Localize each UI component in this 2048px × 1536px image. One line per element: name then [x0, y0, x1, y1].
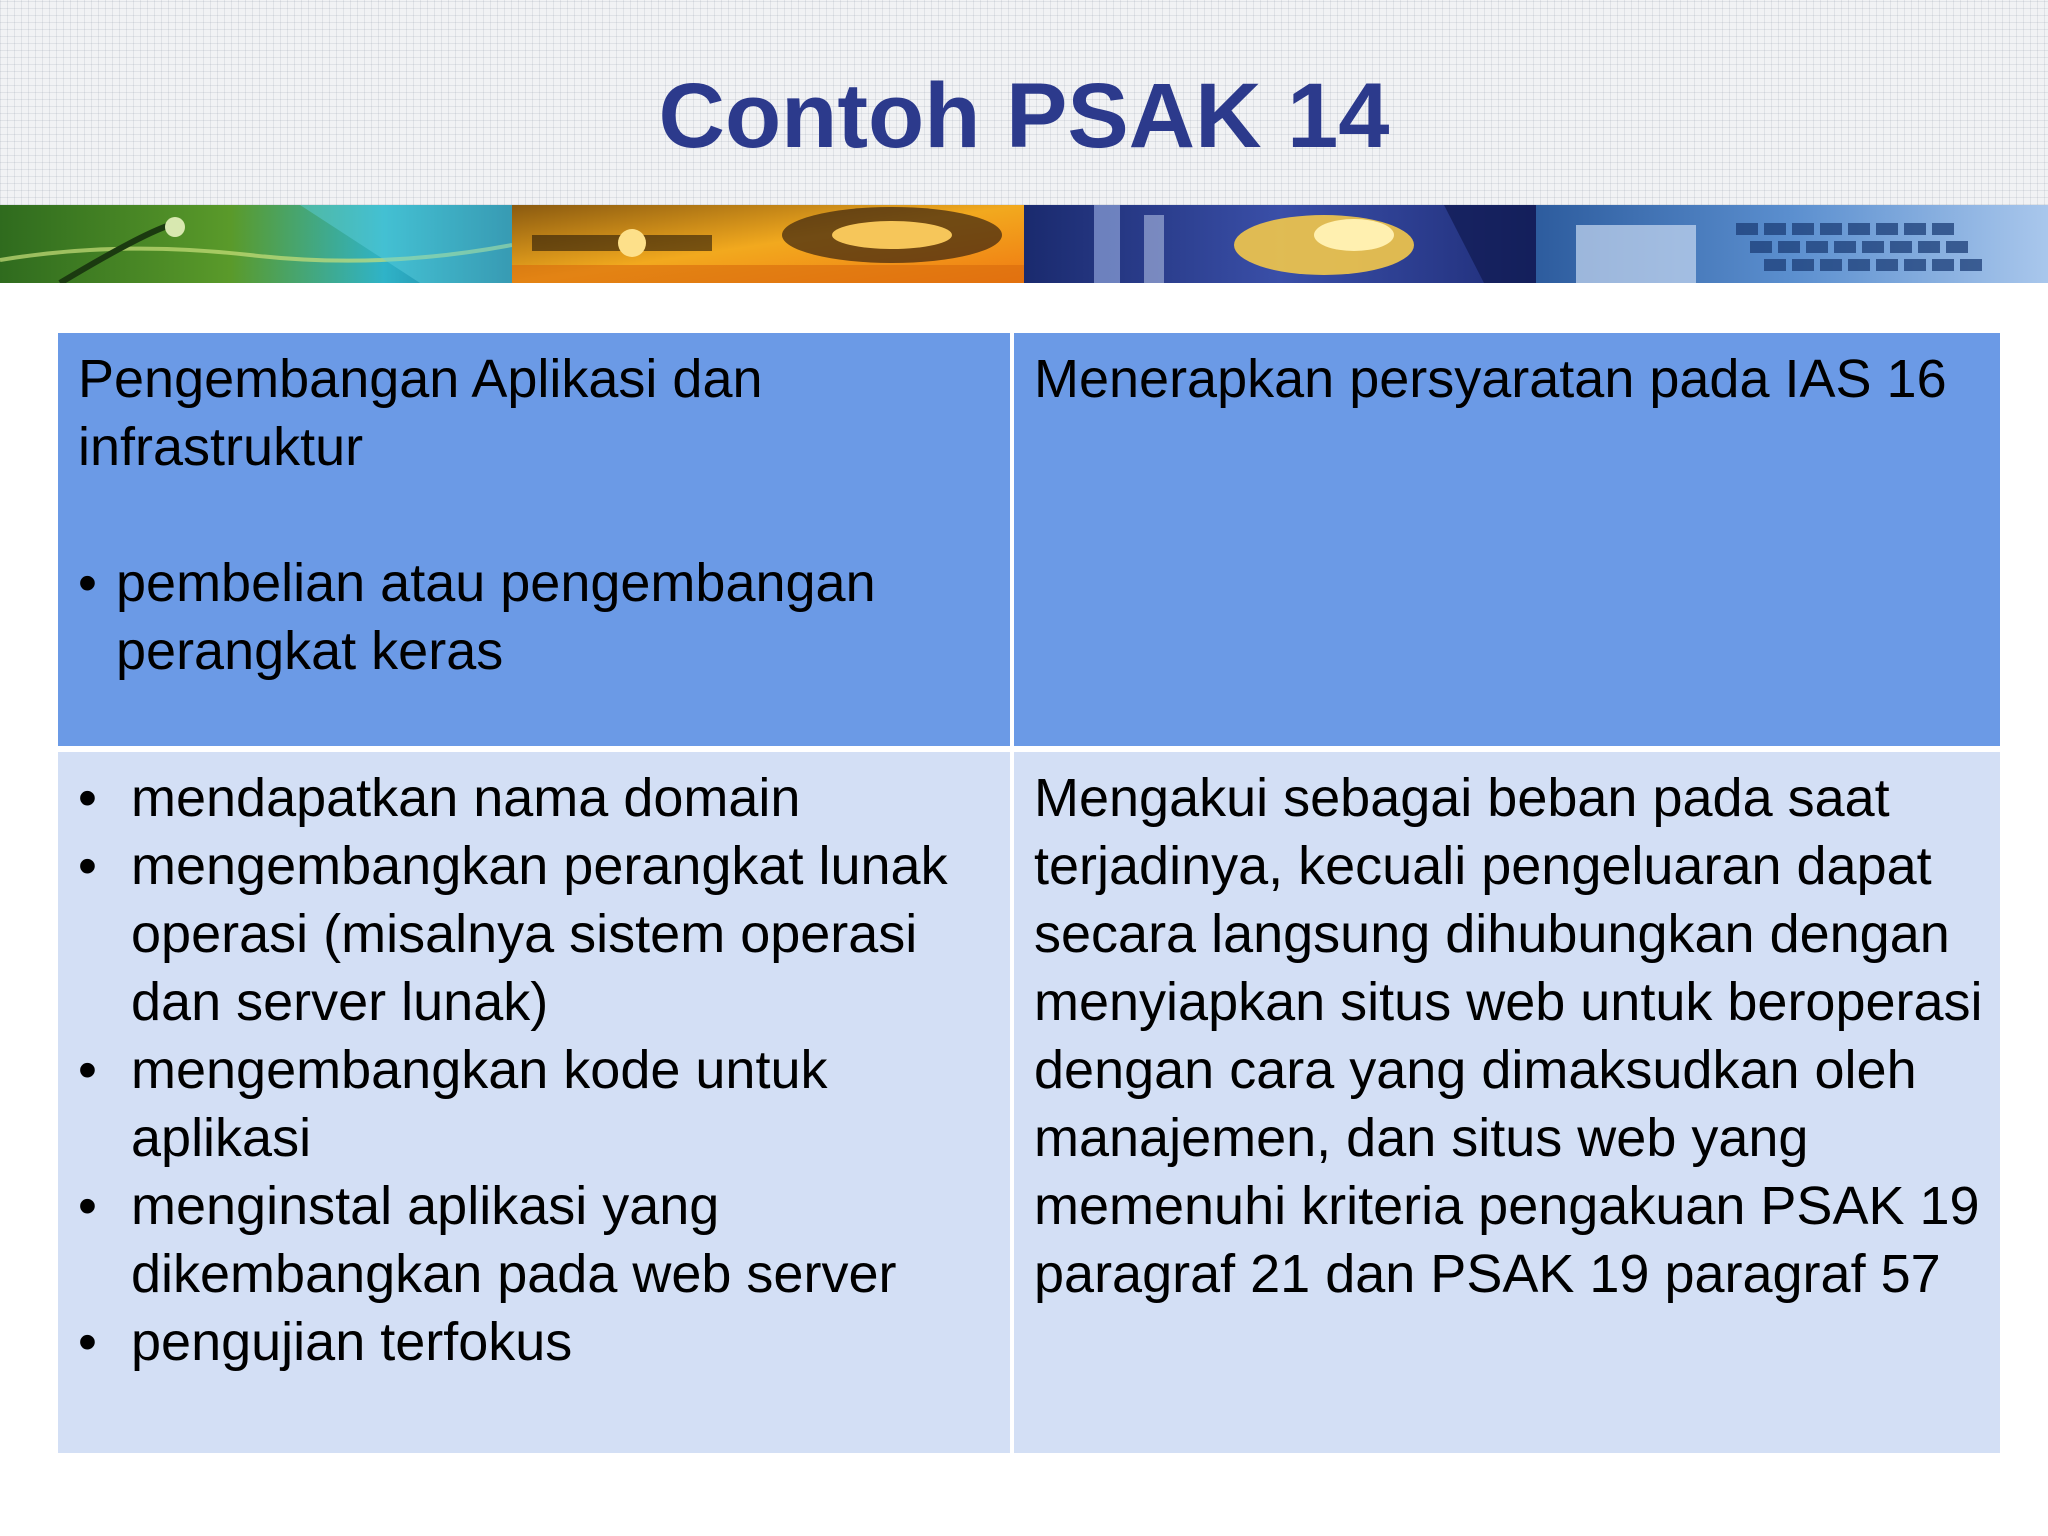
banner-strip	[0, 205, 2048, 283]
row2-bullet-3: mengembangkan kode untuk aplikasi	[131, 1040, 828, 1168]
bullet-icon: •	[78, 1312, 97, 1372]
list-item	[78, 764, 996, 832]
table-cell-row2-left	[58, 752, 1010, 1453]
row2-left-bullet-list	[78, 764, 996, 1376]
slide-title: Contoh PSAK 14	[658, 65, 1390, 167]
list-item	[78, 1172, 996, 1308]
bullet-icon: •	[78, 836, 97, 896]
row1-bullet-line1: pembelian atau pengembangan	[116, 553, 876, 613]
row2-right-text: Mengakui sebagai beban pada saat terjadinya, kecuali pengeluaran dapat secara langsung dihubungkan dengan menyiapkan situs web untuk beroperasi dengan cara yang dimaksudkan oleh manajemen, dan situs web yang memenuhi kriteria pengakuan PSAK 19 paragraf 21 dan PSAK 19 paragraf 57	[1034, 768, 1983, 1304]
row1-left-heading-line1: Pengembangan Aplikasi dan	[78, 349, 763, 409]
row2-bullet-1: mendapatkan nama domain	[131, 768, 801, 828]
keyboard-photo	[1536, 205, 2048, 283]
list-item	[78, 549, 996, 685]
list-item	[78, 1308, 996, 1376]
bullet-icon: •	[78, 768, 97, 828]
lab-glass-photo	[1024, 205, 1536, 283]
row1-left-bullet-list	[78, 549, 996, 685]
psak-table	[58, 333, 2000, 1453]
row1-left-heading-line2: infrastruktur	[78, 417, 364, 477]
table-cell-row1-right	[1014, 333, 2000, 746]
table-cell-row1-left	[58, 333, 1010, 746]
circuit-plug-photo	[0, 205, 512, 283]
row1-right-text: Menerapkan persyaratan pada IAS 16	[1034, 349, 1947, 409]
table-cell-row2-right	[1014, 752, 2000, 1453]
list-item	[78, 1036, 996, 1172]
row1-bullet-line2: perangkat keras	[116, 621, 504, 681]
bullet-icon: •	[78, 1176, 97, 1236]
row2-bullet-2: mengembangkan perangkat lunak operasi (misalnya sistem operasi dan server lunak)	[131, 836, 948, 1032]
list-item	[78, 832, 996, 1036]
row2-bullet-4: menginstal aplikasi yang dikembangkan pada web server	[131, 1176, 897, 1304]
gears-photo	[512, 205, 1024, 283]
bullet-icon: •	[78, 553, 97, 613]
bullet-icon: •	[78, 1040, 97, 1100]
row2-bullet-5: pengujian terfokus	[131, 1312, 573, 1372]
